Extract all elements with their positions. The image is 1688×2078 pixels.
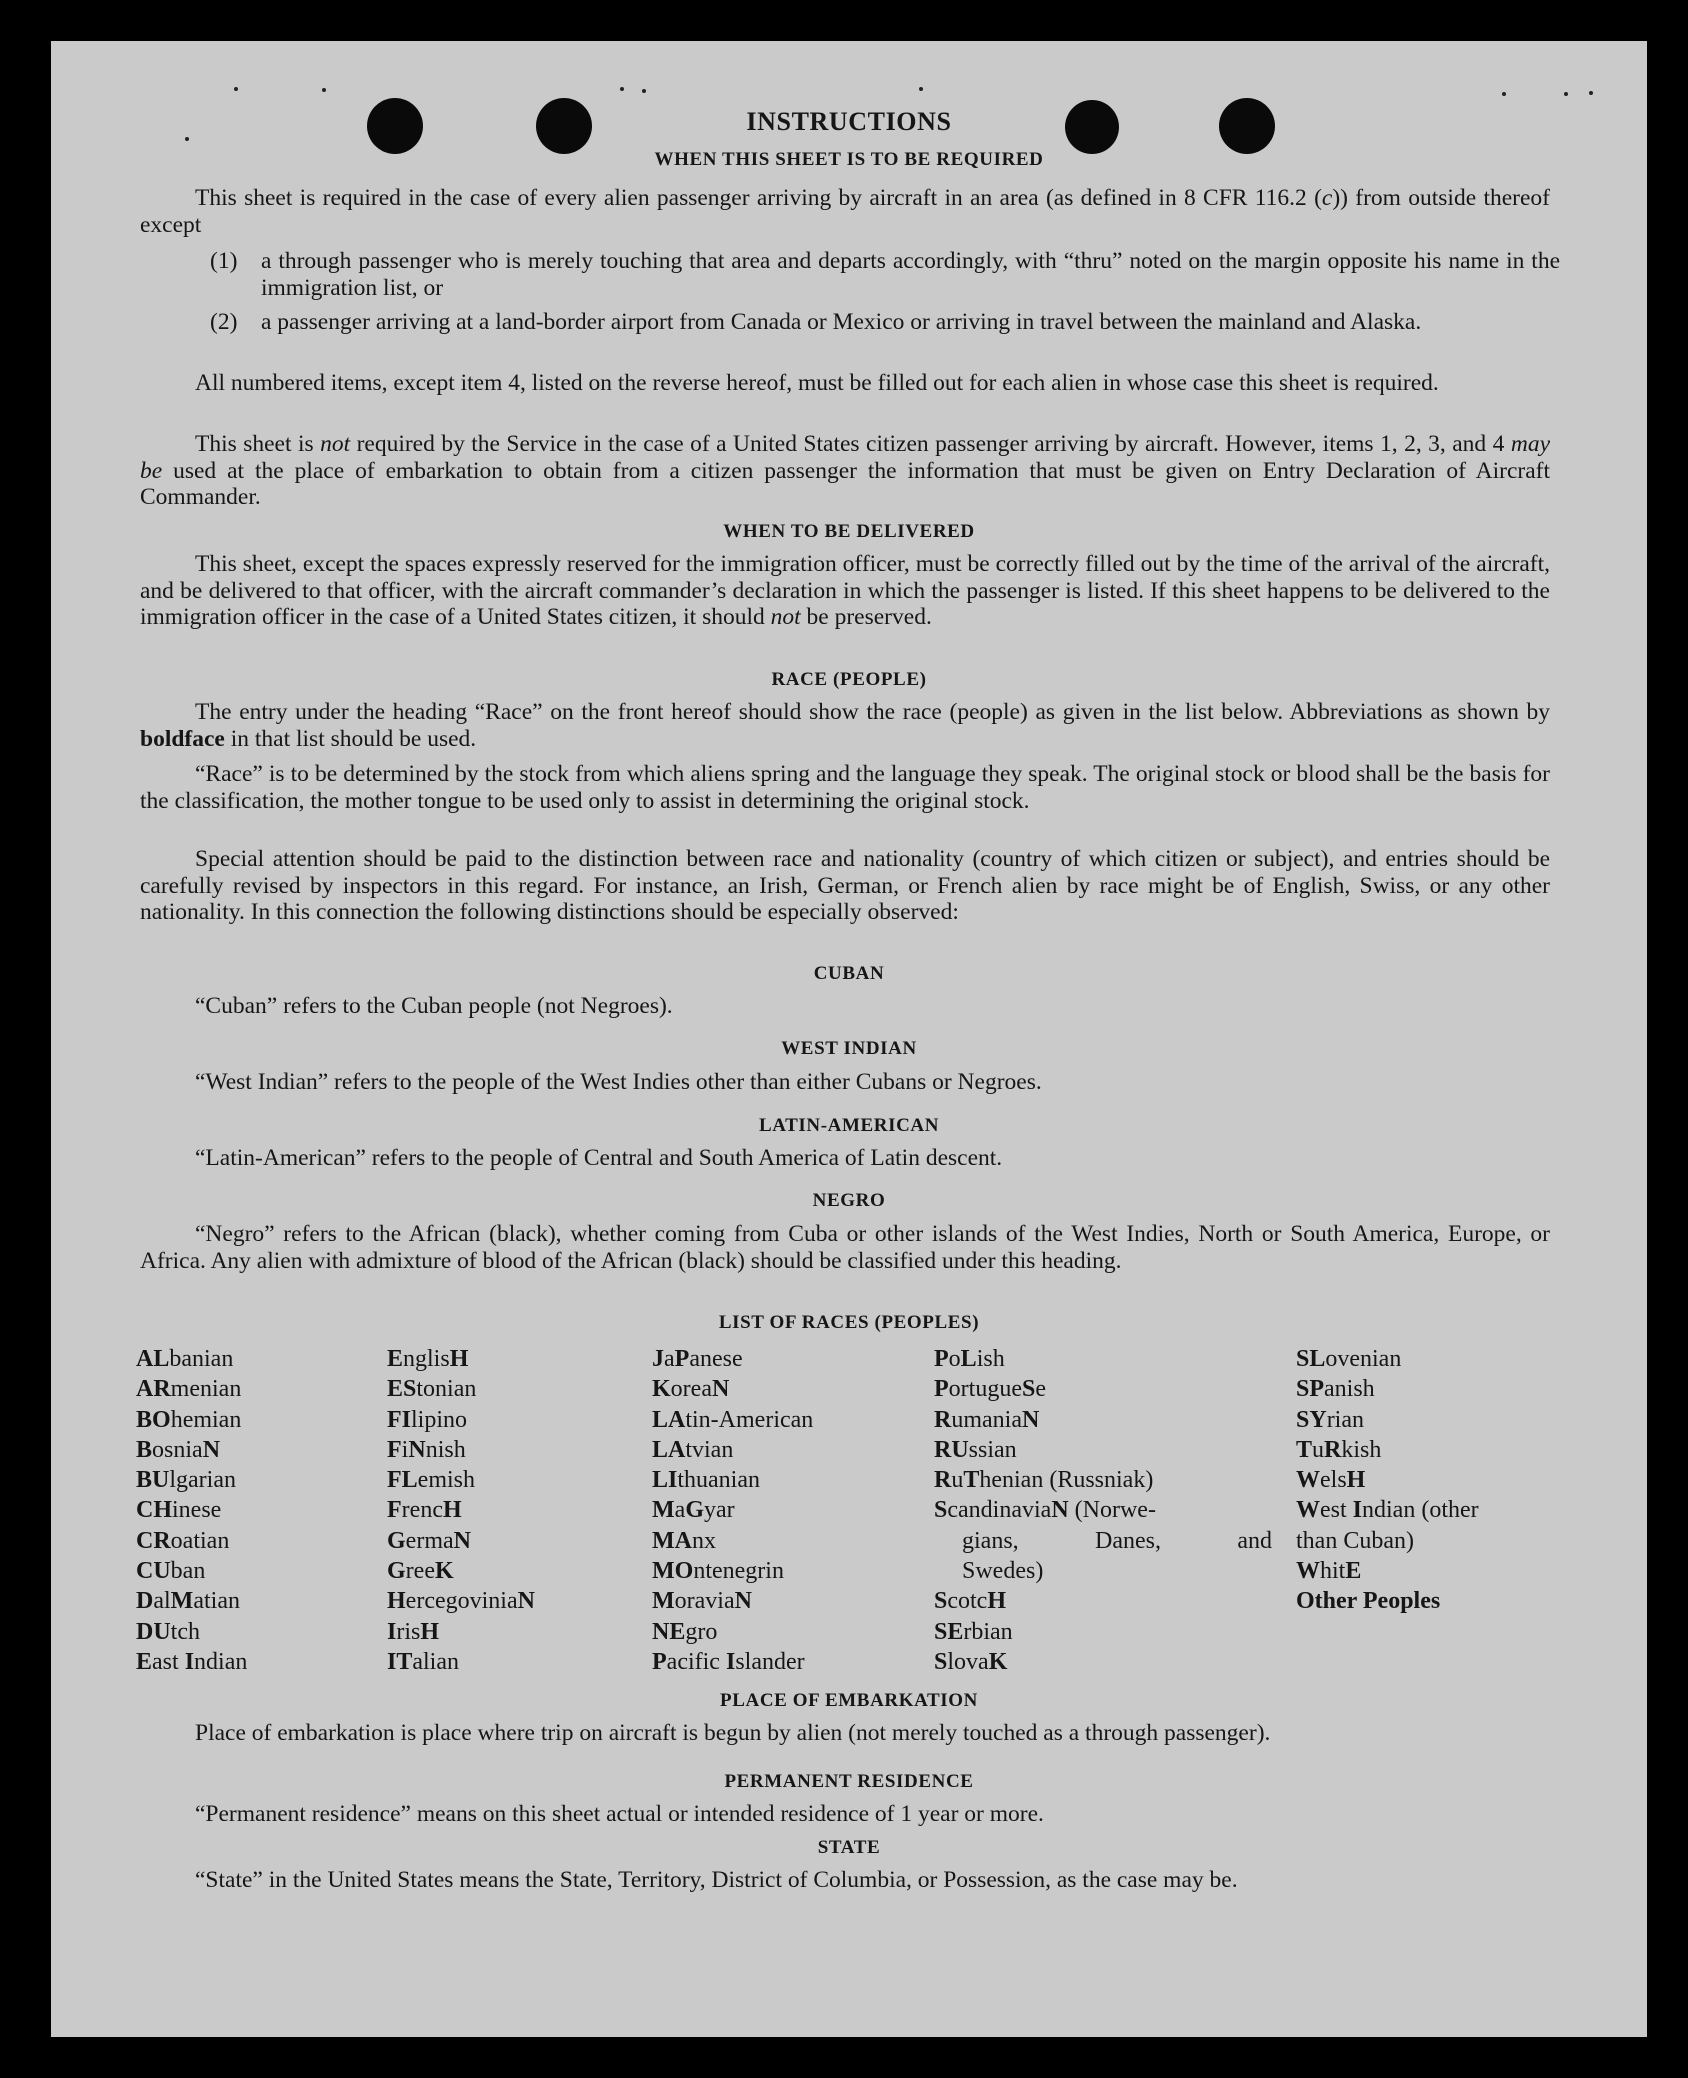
text-run: This sheet, except the spaces expressly reserved for the immigration officer, must be correctly filled out by the time of the arrival of the aircraft, and be delivered to that officer, with the aircraft commander’s declaration in which the passenger is listed. If this sheet happens to be delivered to the immigration officer in the case of a United States citizen, it should <box>140 551 1550 630</box>
bold-run: P <box>934 1346 949 1372</box>
race-column-4 <box>934 1344 1274 1677</box>
when-required-heading: WHEN THIS SHEET IS TO BE REQUIRED <box>654 149 1044 170</box>
text-run: slander <box>735 1648 805 1675</box>
exception-item-2 <box>210 309 1560 336</box>
bold-run: DU <box>136 1618 171 1645</box>
race-entry <box>652 1647 912 1677</box>
race-column-2 <box>387 1344 627 1677</box>
race-entry <box>1296 1495 1606 1525</box>
bold-run: W <box>1296 1558 1320 1585</box>
bold-run: P <box>934 1376 949 1403</box>
race-entry <box>136 1374 366 1404</box>
race-entry <box>652 1465 912 1495</box>
race-entry <box>1296 1465 1606 1495</box>
text-run: tch <box>170 1618 200 1645</box>
text-run: atian <box>193 1588 240 1615</box>
race-entry <box>652 1435 912 1465</box>
bold-run: L <box>960 1346 977 1372</box>
state-heading: STATE <box>817 1837 881 1858</box>
bold-run: N <box>453 1527 471 1554</box>
race-entry <box>934 1465 1274 1495</box>
text-run: candinavia <box>947 1497 1052 1524</box>
bold-run: I <box>387 1618 397 1645</box>
race-entry <box>387 1586 627 1616</box>
bold-run: SP <box>1296 1376 1325 1403</box>
bold-run: P <box>652 1648 667 1675</box>
item-number: (2) <box>210 309 238 335</box>
text-run: yar <box>703 1497 735 1524</box>
italic-run: not <box>770 604 801 630</box>
race-entry <box>1296 1405 1606 1435</box>
text-run: rian <box>1326 1406 1364 1433</box>
bold-run: W <box>1296 1467 1320 1494</box>
bold-run: FL <box>387 1467 418 1494</box>
bold-run: boldface <box>140 725 225 752</box>
race-entry <box>1296 1526 1606 1556</box>
bold-run: SE <box>934 1618 964 1645</box>
text-run: o <box>948 1346 961 1372</box>
bold-run: E <box>387 1346 404 1372</box>
speck <box>1502 92 1506 96</box>
bold-run: T <box>1296 1436 1313 1463</box>
text-run: ris <box>396 1618 421 1645</box>
bold-run: MO <box>652 1558 694 1585</box>
text-run: than Cuban) <box>1296 1527 1414 1554</box>
text-run: lipino <box>411 1406 468 1433</box>
race-entry <box>136 1556 366 1586</box>
bold-run: E <box>1345 1558 1362 1585</box>
bold-run: CU <box>136 1558 171 1585</box>
west-indian-heading: WEST INDIAN <box>781 1038 917 1059</box>
speck <box>322 88 326 92</box>
bold-run: H <box>387 1588 406 1615</box>
text-run: lova <box>947 1648 989 1675</box>
bold-run: SL <box>1296 1346 1326 1372</box>
text-run: tvian <box>685 1436 734 1463</box>
text-run: ish <box>976 1346 1005 1372</box>
text-run: oatian <box>170 1527 230 1554</box>
text-run: ercegovinia <box>405 1588 518 1615</box>
speck <box>1564 92 1568 96</box>
bold-run: LI <box>652 1467 678 1494</box>
text-run: renc <box>401 1497 443 1524</box>
race-entry <box>1296 1374 1606 1404</box>
instruction-sheet <box>51 41 1647 2037</box>
race-column-5 <box>1296 1344 1606 1617</box>
race-entry <box>934 1374 1274 1404</box>
bold-run: M <box>652 1497 675 1524</box>
race-entry <box>387 1495 627 1525</box>
race-entry <box>934 1586 1274 1616</box>
state-definition: “State” in the United States means the State, Territory, District of Columbia, or Possession, as the case may be. <box>195 1867 1238 1893</box>
bold-run: N <box>711 1376 730 1403</box>
text-run: oravia <box>674 1588 735 1615</box>
text-run: lgarian <box>169 1467 236 1494</box>
race-entry <box>652 1556 912 1586</box>
race-entry <box>136 1465 366 1495</box>
speck <box>185 137 189 141</box>
race-list-heading: LIST OF RACES (PEOPLES) <box>718 1312 980 1333</box>
text-run: menian <box>170 1376 242 1403</box>
bold-run: K <box>652 1376 671 1403</box>
text-run: nish <box>425 1436 466 1463</box>
residence-definition: “Permanent residence” means on this sheet actual or intended residence of 1 year or more. <box>195 1801 1044 1827</box>
text-run: tonian <box>416 1376 477 1403</box>
text-run: thuanian <box>677 1467 760 1494</box>
bold-run: AL <box>136 1346 170 1372</box>
bold-run: H <box>420 1618 440 1645</box>
text-run: nglis <box>403 1346 450 1372</box>
bold-run: K <box>434 1558 454 1585</box>
exception-item-1 <box>210 248 1560 301</box>
text-run: hit <box>1320 1558 1346 1585</box>
bold-run: BO <box>136 1406 171 1433</box>
race-entry <box>652 1526 912 1556</box>
embarkation-heading: PLACE OF EMBARKATION <box>720 1690 978 1711</box>
text-run: ban <box>170 1558 206 1585</box>
text-run: gians, Danes, and <box>962 1527 1272 1554</box>
bold-run: M <box>170 1588 194 1615</box>
text-run: banian <box>169 1346 234 1372</box>
text-run: henian (Russniak) <box>979 1467 1154 1494</box>
italic-run: not <box>320 431 351 457</box>
bold-run: K <box>988 1648 1008 1675</box>
race-column-3 <box>652 1344 912 1677</box>
text-run: alian <box>412 1648 459 1675</box>
bold-run: J <box>652 1346 664 1372</box>
bold-run: I <box>1352 1497 1363 1524</box>
page-title: INSTRUCTIONS <box>746 107 952 136</box>
race-entry <box>136 1405 366 1435</box>
bold-run: S <box>934 1588 948 1615</box>
text-run: a <box>674 1497 686 1524</box>
speck <box>642 89 646 93</box>
text-run: ree <box>405 1558 435 1585</box>
bold-run: SY <box>1296 1406 1327 1433</box>
race-entry <box>387 1647 627 1677</box>
race-para-3: Special attention should be paid to the distinction between race and nationality (country of which citizen or subject), and entries should be carefully revised by inspectors in this regard. For instance, an Irish, German, or French alien by race might be of English, Swiss, or any other nationality. In this connection the following distinctions should be especially observed: <box>140 846 1550 925</box>
bold-run: N <box>408 1436 426 1463</box>
race-entry <box>652 1495 912 1525</box>
text-run: The entry under the heading “Race” on the front hereof should show the race (people) as given in the list below. Abbreviations as shown by <box>195 699 1550 725</box>
race-heading: RACE (PEOPLE) <box>771 669 927 690</box>
race-entry <box>387 1405 627 1435</box>
speck <box>1589 91 1593 95</box>
race-entry <box>387 1526 627 1556</box>
bold-run: R <box>1324 1436 1342 1463</box>
bold-run: N <box>517 1588 535 1615</box>
bold-run: CR <box>136 1527 171 1554</box>
cuban-definition: “Cuban” refers to the Cuban people (not Negroes). <box>195 993 673 1019</box>
latin-american-heading: LATIN-AMERICAN <box>758 1115 940 1136</box>
race-entry <box>136 1647 366 1677</box>
text-run: This sheet is <box>195 431 321 457</box>
race-entry <box>652 1586 912 1616</box>
race-entry <box>1296 1344 1606 1374</box>
race-entry <box>652 1344 912 1374</box>
bold-run: S <box>934 1648 948 1675</box>
bold-run: LA <box>652 1436 686 1463</box>
race-entry <box>652 1405 912 1435</box>
text-run: inese <box>172 1497 222 1524</box>
residence-heading: PERMANENT RESIDENCE <box>724 1771 974 1792</box>
text-run: ndian (other <box>1362 1497 1479 1524</box>
text-run: e <box>1035 1376 1046 1403</box>
race-entry <box>136 1495 366 1525</box>
latin-american-definition: “Latin-American” refers to the people of Central and South America of Latin descent. <box>195 1145 1003 1171</box>
bold-run: F <box>387 1436 402 1463</box>
race-para-2: “Race” is to be determined by the stock from which aliens spring and the language they speak. The original stock or blood shall be the basis for the classification, the mother tongue to be used only to assist in determining the original stock. <box>140 761 1550 814</box>
bold-run: P <box>674 1346 690 1372</box>
race-entry <box>652 1617 912 1647</box>
text-run: Swedes) <box>962 1558 1044 1585</box>
text-run: gro <box>685 1618 718 1645</box>
bold-run: M <box>652 1588 675 1615</box>
bold-run: H <box>1346 1467 1366 1494</box>
text-run: a <box>664 1346 675 1372</box>
bold-run: F <box>387 1497 402 1524</box>
bold-run: I <box>725 1648 736 1675</box>
text-run: kish <box>1341 1436 1382 1463</box>
text-run: orea <box>670 1376 712 1403</box>
text-run: )) from outside thereof except <box>140 185 1550 238</box>
race-entry <box>387 1617 627 1647</box>
bold-run: N <box>1051 1497 1069 1524</box>
race-entry <box>934 1435 1274 1465</box>
race-entry <box>136 1435 366 1465</box>
text-run: els <box>1320 1467 1347 1494</box>
text-run: tin-American <box>685 1406 814 1433</box>
race-entry <box>934 1344 1274 1374</box>
text-run: ovenian <box>1325 1346 1402 1372</box>
text-run: erma <box>405 1527 454 1554</box>
race-entry <box>934 1405 1274 1435</box>
negro-heading: NEGRO <box>812 1190 886 1211</box>
text-run: ortugue <box>948 1376 1022 1403</box>
bold-run: Other Peoples <box>1296 1588 1441 1615</box>
race-entry <box>934 1495 1274 1525</box>
text-run: ntenegrin <box>693 1558 784 1585</box>
race-entry <box>652 1374 912 1404</box>
bold-run: MA <box>652 1527 692 1554</box>
race-entry <box>136 1586 366 1616</box>
bold-run: G <box>387 1558 406 1585</box>
race-entry <box>934 1617 1274 1647</box>
italic-run: may be <box>140 431 1550 484</box>
bold-run: N <box>202 1436 221 1463</box>
text-run: in that list should be used. <box>224 725 477 752</box>
race-entry <box>387 1435 627 1465</box>
text-run: used at the place of embarkation to obtain from a citizen passenger the information that must be given on Entry Declaration of Aircraft Commander. <box>140 457 1550 510</box>
bold-run: H <box>449 1346 469 1372</box>
race-entry <box>934 1647 1274 1677</box>
bold-run: ES <box>387 1376 417 1403</box>
text-run: hemian <box>170 1406 242 1433</box>
race-column-1 <box>136 1344 366 1677</box>
race-entry <box>1296 1435 1606 1465</box>
italic-run: c <box>1321 185 1333 211</box>
race-para-1 <box>140 699 1550 752</box>
bold-run: T <box>963 1467 980 1494</box>
text-run: cotc <box>947 1588 988 1615</box>
race-entry <box>387 1344 627 1374</box>
text-run: ndian <box>194 1648 248 1675</box>
bold-run: G <box>387 1527 406 1554</box>
when-delivered-heading: WHEN TO BE DELIVERED <box>723 521 975 542</box>
item-number: (1) <box>210 248 238 274</box>
text-run: ast <box>152 1648 185 1675</box>
west-indian-definition: “West Indian” refers to the people of the West Indies other than either Cubans or Negroes. <box>195 1069 1042 1095</box>
text-run: osnia <box>152 1436 203 1463</box>
bold-run: I <box>184 1648 195 1675</box>
embarkation-definition: Place of embarkation is place where trip on aircraft is begun by alien (not merely touched as a through passenger). <box>195 1720 1271 1746</box>
text-run: est <box>1320 1497 1353 1524</box>
bold-run: IT <box>387 1648 413 1675</box>
speck <box>234 87 238 91</box>
bold-run: BU <box>136 1467 170 1494</box>
text-run: required by the Service in the case of a United States citizen passenger arriving by aircraft. However, items 1, 2, 3, and 4 <box>350 431 1511 457</box>
bold-run: R <box>934 1467 952 1494</box>
text-run: u <box>951 1467 964 1494</box>
bold-run: H <box>987 1588 1007 1615</box>
bold-run: S <box>1021 1376 1036 1403</box>
race-entry <box>387 1374 627 1404</box>
race-entry <box>136 1344 366 1374</box>
bold-run: N <box>1021 1406 1040 1433</box>
bold-run: AR <box>136 1376 171 1403</box>
text-run: (Norwe- <box>1068 1497 1156 1524</box>
negro-definition: “Negro” refers to the African (black), whether coming from Cuba or other islands of the West Indies, North or South America, Europe, or Africa. Any alien with admixture of blood of the African (black) should be classified under this heading. <box>140 1221 1550 1274</box>
text-run: nx <box>691 1527 716 1554</box>
bold-run: D <box>136 1588 154 1615</box>
bold-run: CH <box>136 1497 172 1524</box>
race-entry <box>1296 1586 1606 1616</box>
when-required-para-1 <box>140 185 1550 238</box>
text-run: acific <box>666 1648 726 1675</box>
bold-run: W <box>1296 1497 1320 1524</box>
speck <box>919 87 923 91</box>
bold-run: N <box>734 1588 752 1615</box>
text-run: This sheet is required in the case of every alien passenger arriving by aircraft in an area (as defined in 8 CFR 116.2 ( <box>195 185 1322 211</box>
race-entry <box>387 1465 627 1495</box>
bold-run: S <box>934 1497 948 1524</box>
bold-run: R <box>934 1406 952 1433</box>
race-entry <box>934 1526 1272 1556</box>
bold-run: NE <box>652 1618 686 1645</box>
bold-run: B <box>136 1436 153 1463</box>
text-run: anese <box>689 1346 743 1372</box>
race-entry <box>136 1526 366 1556</box>
bold-run: E <box>136 1648 153 1675</box>
cuban-heading: CUBAN <box>813 963 885 984</box>
text-run: rbian <box>963 1618 1013 1645</box>
when-delivered-para <box>140 551 1550 631</box>
race-entry <box>387 1556 627 1586</box>
speck <box>620 87 624 91</box>
bold-run: LA <box>652 1406 686 1433</box>
text-run: ssian <box>968 1436 1017 1463</box>
race-entry <box>934 1556 1272 1586</box>
bold-run: H <box>442 1497 462 1524</box>
text-run: anish <box>1324 1376 1375 1403</box>
text-run: al <box>153 1588 171 1615</box>
when-required-para-3 <box>140 431 1550 511</box>
bold-run: RU <box>934 1436 969 1463</box>
item-text: a through passenger who is merely touching that area and departs accordingly, with “thru” noted on the margin opposite his name in the immigration list, or <box>261 248 1560 301</box>
race-entry <box>136 1617 366 1647</box>
text-run: umania <box>951 1406 1022 1433</box>
bold-run: FI <box>387 1406 411 1433</box>
race-entry <box>1296 1556 1606 1586</box>
when-required-para-2: All numbered items, except item 4, listed on the reverse hereof, must be filled out for each alien in whose case this sheet is required. <box>195 370 1439 396</box>
text-run: i <box>401 1436 409 1463</box>
text-run: be preserved. <box>800 604 932 630</box>
item-text: a passenger arriving at a land-border airport from Canada or Mexico or arriving in travel between the mainland and Alaska. <box>261 309 1422 335</box>
bold-run: G <box>685 1497 704 1524</box>
text-run: emish <box>417 1467 475 1494</box>
text-run: u <box>1312 1436 1325 1463</box>
